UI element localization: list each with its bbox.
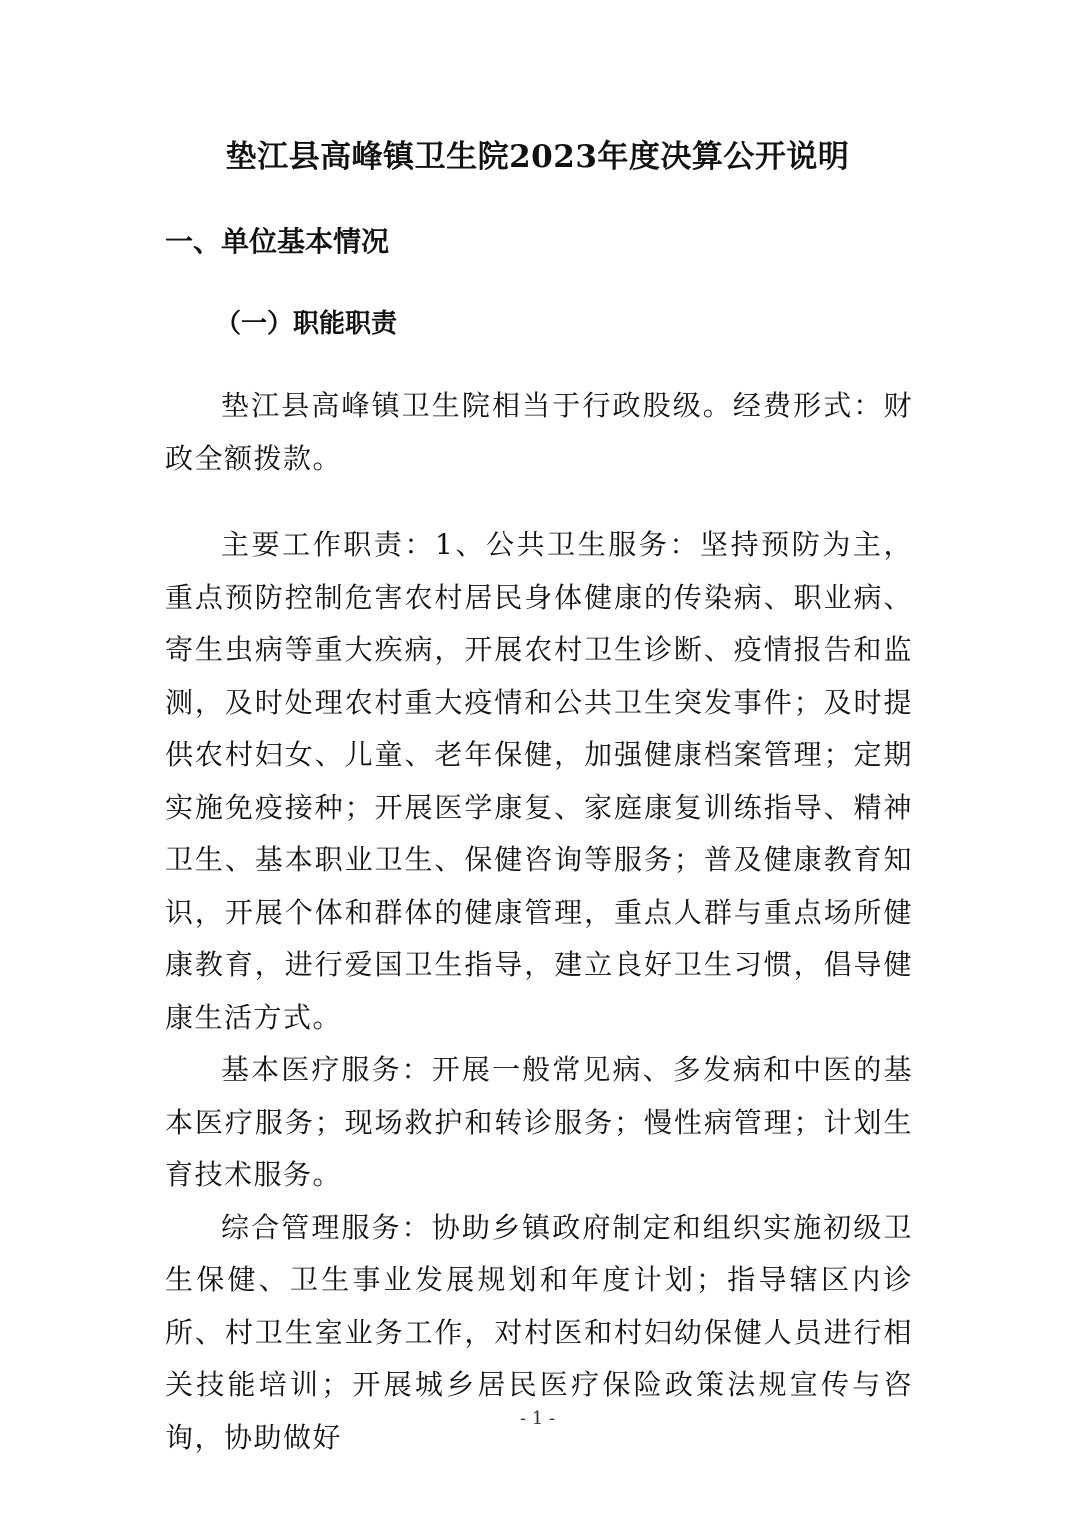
subsection-heading-duties: （一）职能职责 <box>215 309 398 339</box>
section-heading-basic-info: 一、单位基本情况 <box>165 225 390 258</box>
page-number: - 1 - <box>519 1408 556 1429</box>
document-title: 垫江县高峰镇卫生院2023年度决算公开说明 <box>225 139 850 175</box>
paragraph-funding: 垫江县高峰镇卫生院相当于行政股级。经费形式：财政全额拨款。 <box>165 389 913 475</box>
paragraph-public-health: 主要工作职责：1、公共卫生服务：坚持预防为主，重点预防控制危害农村居民身体健康的传染病、职业病、寄生虫病等重大疾病，开展农村卫生诊断、疫情报告和监测，及时处理农村重大疫情和公共卫生突发事件；及时提供农村妇女、儿童、老年保健，加强健康档案管理；定期实施免疫接种；开展医学康复、家庭康复训练指导、精神卫生、基本职业卫生、保健咨询等服务；普及健康教育知识，开展个体和群体的健康管理，重点人群与重点场所健康教育，进行爱国卫生指导，建立良好卫生习惯，倡导健康生活方式。 <box>165 528 913 1034</box>
paragraph-basic-medical: 基本医疗服务：开展一般常见病、多发病和中医的基本医疗服务；现场救护和转诊服务；慢性病管理；计划生育技术服务。 <box>165 1053 913 1191</box>
paragraph-comprehensive-management: 综合管理服务：协助乡镇政府制定和组织实施初级卫生保健、卫生事业发展规划和年度计划；指导辖区内诊所、村卫生室业务工作，对村医和村妇幼保健人员进行相关技能培训；开展城乡居民医疗保险政策法规宣传与咨询，协助做好 <box>165 1210 913 1454</box>
paragraph-block-duties <box>165 519 913 1464</box>
paragraph-block-funding <box>165 380 913 485</box>
